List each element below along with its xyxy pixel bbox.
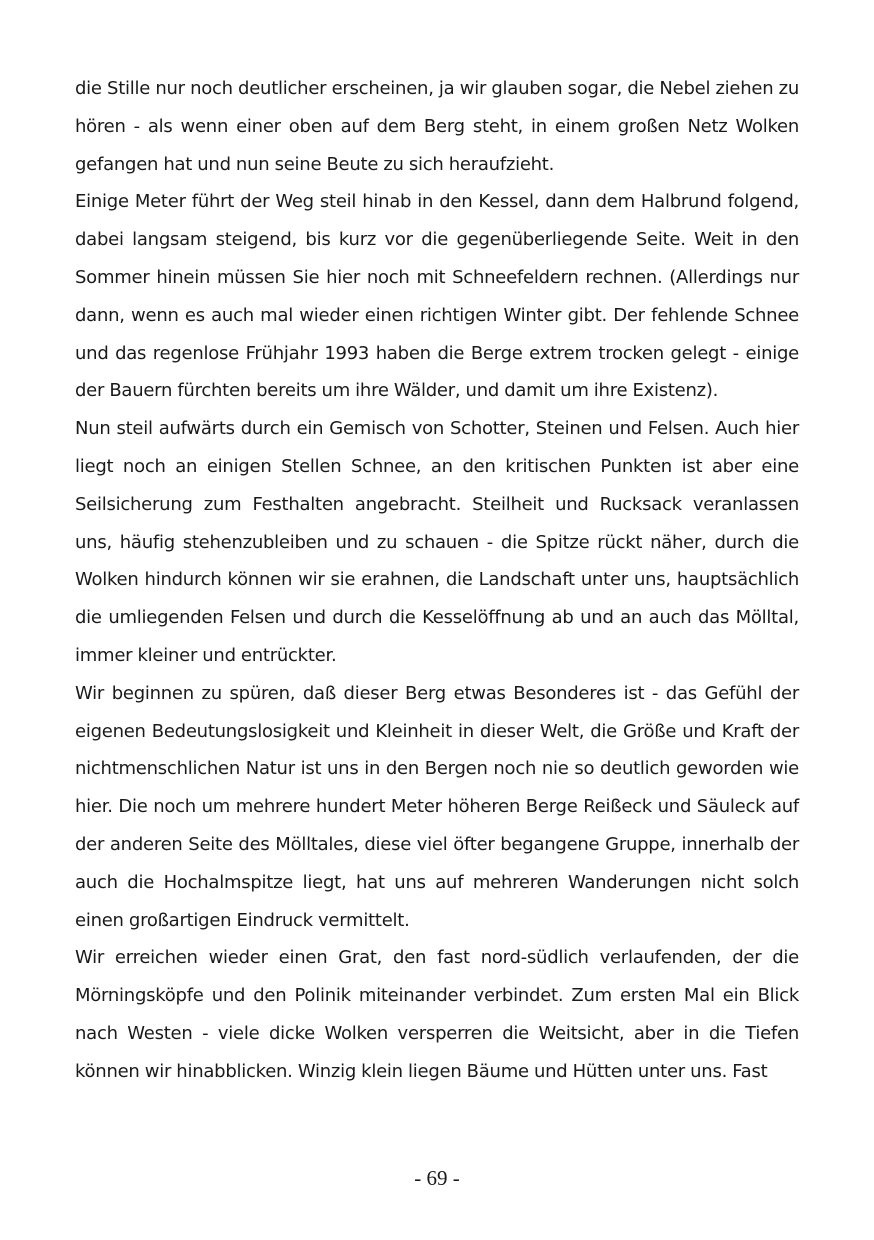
body-text: [75, 70, 799, 1091]
paragraph: die Stille nur noch deutlicher erscheinen, ja wir glauben sogar, die Nebel ziehen zu hören - als wenn einer oben auf dem Berg steht, in einem großen Netz Wolken gefangen hat und nun seine Beute zu sich heraufzieht.: [75, 78, 799, 175]
paragraph: Nun steil aufwärts durch ein Gemisch von Schotter, Steinen und Felsen. Auch hier liegt noch an einigen Stellen Schnee, an den kritischen Punkten ist aber eine Seilsicherung zum Festhalten angebracht. Steilheit und Rucksack veranlassen uns, häufig stehenzubleiben und zu schauen - die Spitze rückt näher, durch die Wolken hindurch können wir sie erahnen, die Landschaft unter uns, hauptsächlich die umliegenden Felsen und durch die Kesselöffnung ab und an auch das Mölltal, immer kleiner und entrückter.: [75, 418, 799, 666]
paragraph: Wir erreichen wieder einen Grat, den fast nord-südlich verlaufenden, der die Mörningsköpfe und den Polinik miteinander verbindet. Zum ersten Mal ein Blick nach Westen - viele dicke Wolken versperren die Weitsicht, aber in die Tiefen können wir hinabblicken. Winzig klein liegen Bäume und Hütten unter uns. Fast: [75, 947, 799, 1082]
paragraph: Wir beginnen zu spüren, daß dieser Berg etwas Besonderes ist - das Gefühl der eigenen Bedeutungslosigkeit und Kleinheit in dieser Welt, die Größe und Kraft der nichtmenschlichen Natur ist uns in den Bergen noch nie so deutlich geworden wie hier. Die noch um mehrere hundert Meter höheren Berge Reißeck und Säuleck auf der anderen Seite des Mölltales, diese viel öfter begangene Gruppe, innerhalb der auch die Hochalmspitze liegt, hat uns auf mehreren Wanderungen nicht solch einen großartigen Eindruck vermittelt.: [75, 682, 799, 931]
page-number: - 69 -: [414, 1166, 460, 1190]
paragraph: Einige Meter führt der Weg steil hinab in den Kessel, dann dem Halbrund folgend, dabei langsam steigend, bis kurz vor die gegenüberliegende Seite. Weit in den Sommer hinein müssen Sie hier noch mit Schneefeldern rechnen. (Allerdings nur dann, wenn es auch mal wieder einen richtigen Winter gibt. Der fehlende Schnee und das regenlose Frühjahr 1993 haben die Berge extrem trocken gelegt - einige der Bauern fürchten bereits um ihre Wälder, und damit um ihre Existenz).: [75, 191, 799, 402]
